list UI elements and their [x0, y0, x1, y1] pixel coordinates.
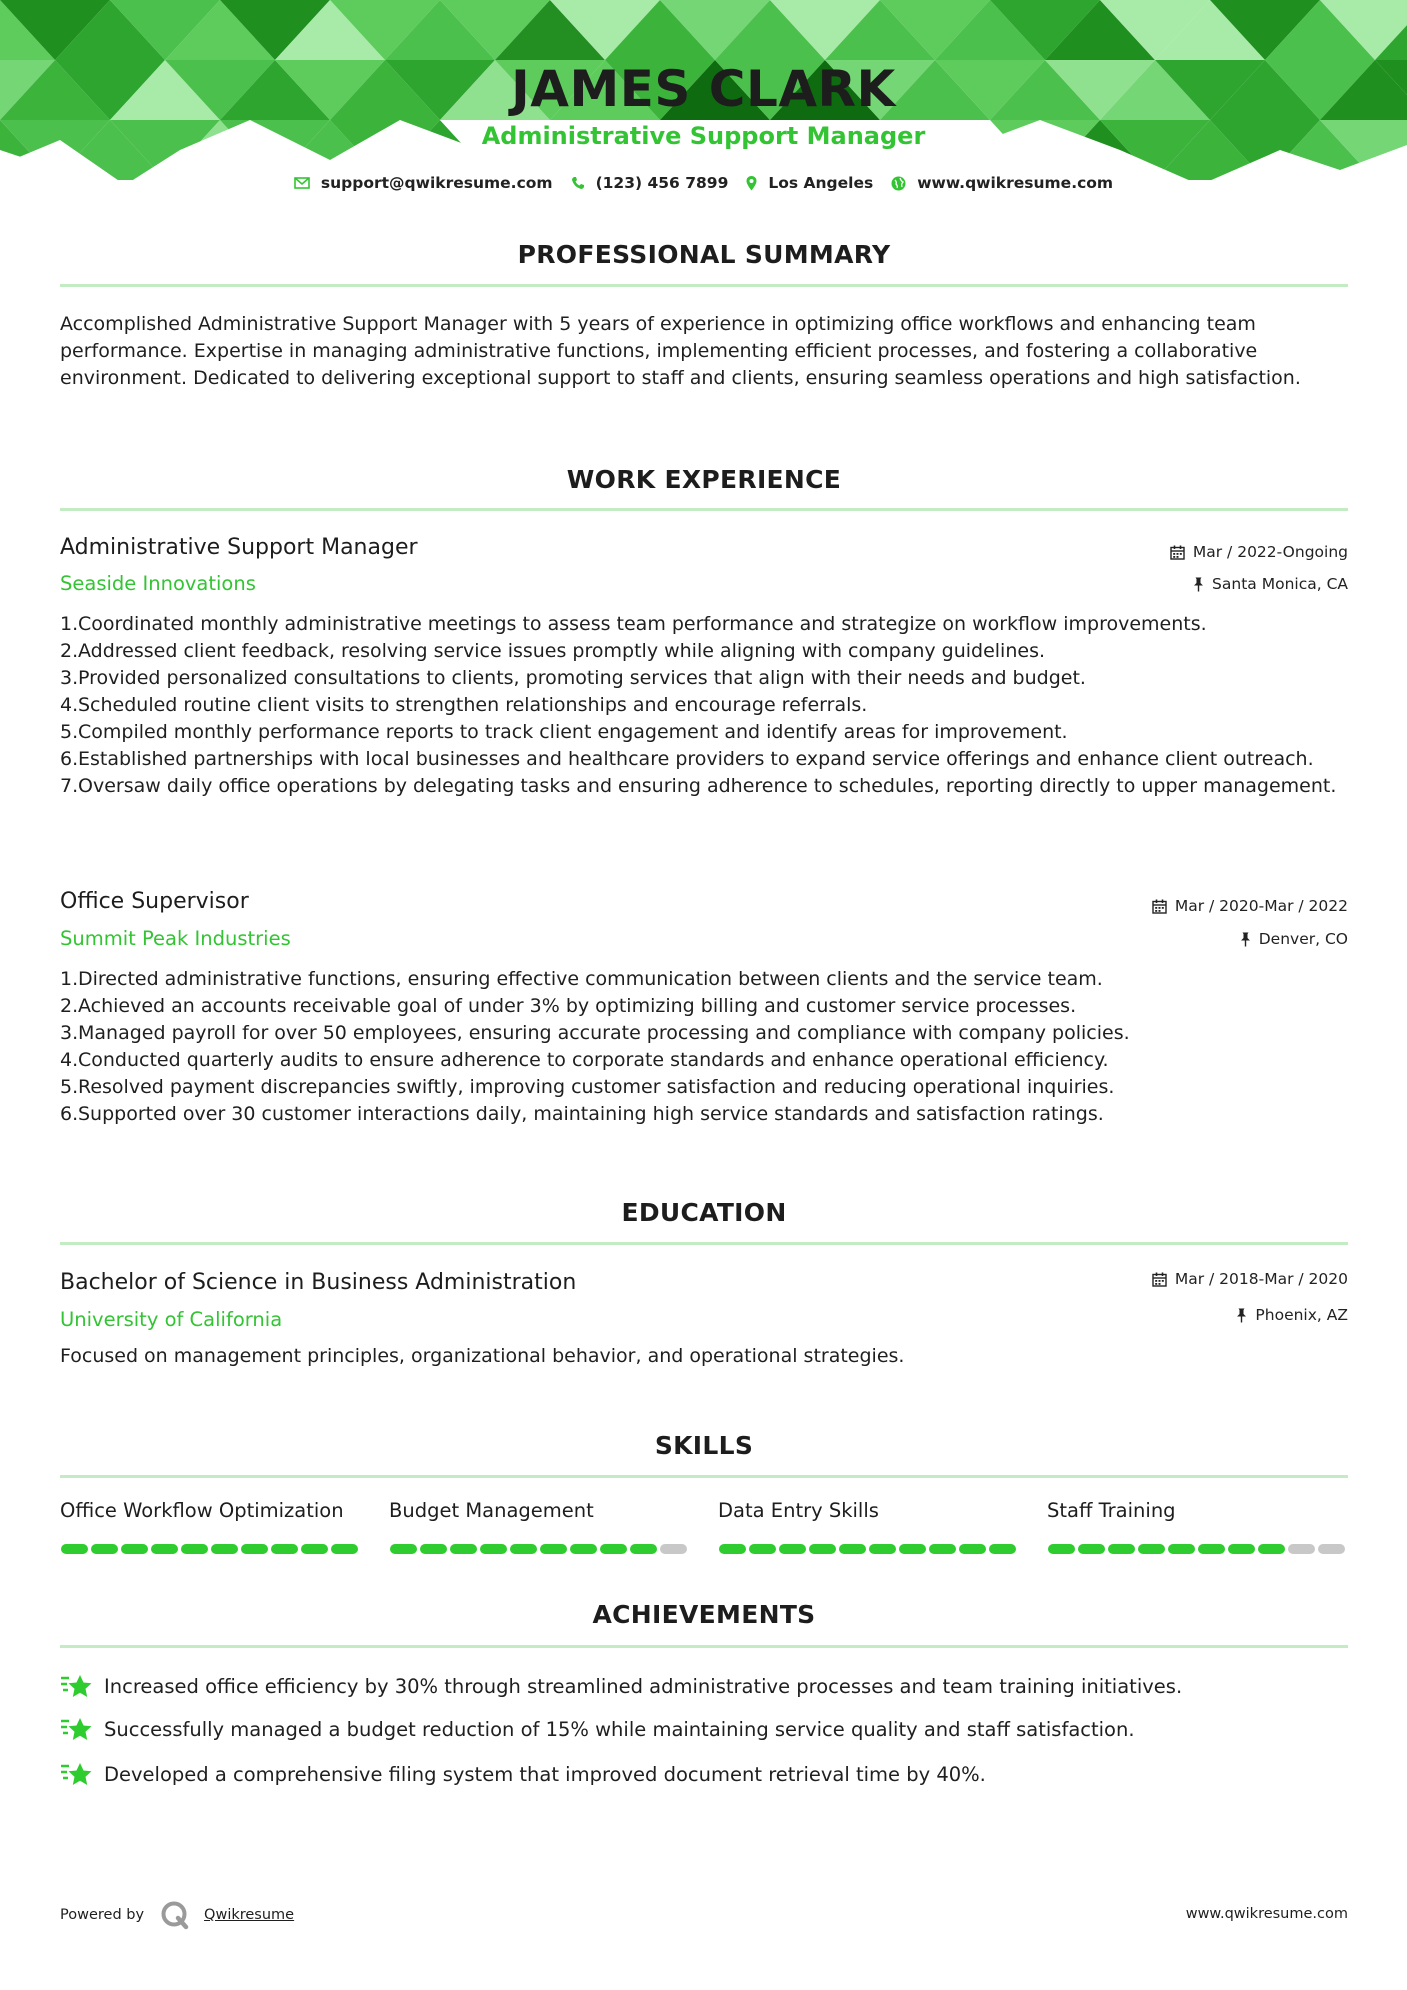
- bullet-text: Supported over 30 customer interactions daily, maintaining high service standards and satisfaction ratings.: [78, 1103, 1104, 1125]
- skill-segment-filled: [121, 1544, 148, 1554]
- bullet-number: 6.: [60, 1103, 79, 1125]
- skill-segment-filled: [749, 1544, 776, 1554]
- skill-segment-filled: [929, 1544, 956, 1554]
- skill-segment-filled: [151, 1544, 178, 1554]
- skill-segment-filled: [420, 1544, 447, 1554]
- bullet-text: Scheduled routine client visits to strengthen relationships and encourage referrals.: [78, 694, 868, 716]
- job-title: Office Supervisor: [60, 889, 249, 914]
- bullet-item: [60, 1074, 1350, 1101]
- bullet-item: [60, 773, 1350, 800]
- skill-item: [718, 1499, 1018, 1559]
- skills-divider: [60, 1475, 1348, 1478]
- job-bullets: [60, 966, 1350, 1128]
- skills-heading: SKILLS: [654, 1431, 754, 1460]
- skill-segment-filled: [869, 1544, 896, 1554]
- job-dates: [1170, 543, 1348, 561]
- skill-segment-filled: [1258, 1544, 1285, 1554]
- bullet-number: 5.: [60, 721, 79, 743]
- footer-powered-by: [60, 1900, 294, 1930]
- globe-icon: [891, 176, 906, 191]
- job-bullets: [60, 611, 1350, 800]
- pushpin-icon: [1236, 1308, 1247, 1323]
- job-title: Administrative Support Manager: [60, 535, 418, 560]
- job-company: Seaside Innovations: [60, 572, 256, 595]
- bullet-number: 2.: [60, 640, 79, 662]
- job-dates-text: Mar / 2022-Ongoing: [1192, 543, 1348, 561]
- skill-name: Data Entry Skills: [718, 1499, 879, 1522]
- bullet-item: [60, 746, 1350, 773]
- bullet-text: Achieved an accounts receivable goal of under 3% by optimizing billing and customer service processes.: [78, 995, 1077, 1017]
- education-description: Focused on management principles, organizational behavior, and operational strategies.: [60, 1345, 905, 1367]
- achievement-item: [60, 1760, 986, 1788]
- skill-segment-filled: [1168, 1544, 1195, 1554]
- bullet-number: 3.: [60, 667, 79, 689]
- skill-segment-filled: [181, 1544, 208, 1554]
- qwikresume-logo-icon: [160, 1900, 190, 1930]
- skill-segment-filled: [600, 1544, 627, 1554]
- bullet-text: Oversaw daily office operations by delegating tasks and ensuring adherence to schedules, reporting directly to upper management.: [78, 775, 1337, 797]
- skill-level-bar: [60, 1543, 360, 1555]
- job-dates: [1152, 897, 1348, 915]
- skill-segment-filled: [510, 1544, 537, 1554]
- bullet-item: [60, 719, 1350, 746]
- skill-item: [389, 1499, 689, 1559]
- contact-location: [746, 174, 873, 192]
- education-dates: [1152, 1270, 1348, 1288]
- achievement-item: [60, 1715, 1135, 1743]
- skill-name: Budget Management: [389, 1499, 594, 1522]
- contact-website[interactable]: [891, 174, 1113, 192]
- bullet-text: Managed payroll for over 50 employees, ensuring accurate processing and compliance with company policies.: [78, 1022, 1130, 1044]
- contact-phone[interactable]: [571, 174, 729, 192]
- pushpin-icon: [1193, 577, 1204, 592]
- achievements-heading: ACHIEVEMENTS: [592, 1600, 816, 1629]
- skill-name: Staff Training: [1047, 1499, 1176, 1522]
- summary-text: Accomplished Administrative Support Manager with 5 years of experience in optimizing office workflows and enhancing team performance. Expertise in managing administrative functions, implementing efficient processes, and fostering a collaborative environment. Dedicated to delivering exceptional support to staff and clients, ensuring seamless operations and high satisfaction.: [60, 313, 1301, 389]
- qwikresume-link[interactable]: Qwikresume: [204, 1907, 295, 1923]
- skill-segment-filled: [1048, 1544, 1075, 1554]
- skill-segment-filled: [241, 1544, 268, 1554]
- skill-level-bar: [718, 1543, 1018, 1555]
- job-location: [1240, 930, 1348, 948]
- contact-email[interactable]: [294, 174, 553, 192]
- bullet-item: [60, 993, 1350, 1020]
- experience-divider: [60, 508, 1348, 511]
- job-company: Summit Peak Industries: [60, 927, 291, 950]
- skill-segment-filled: [1228, 1544, 1255, 1554]
- education-location-text: Phoenix, AZ: [1255, 1306, 1348, 1324]
- skill-level-bar: [1047, 1543, 1347, 1555]
- bullet-number: 2.: [60, 995, 79, 1017]
- calendar-icon: [1152, 899, 1167, 914]
- bullet-text: Coordinated monthly administrative meetings to assess team performance and strategize on workflow improvements.: [78, 613, 1207, 635]
- skill-segment-filled: [61, 1544, 88, 1554]
- skill-segment-empty: [1318, 1544, 1345, 1554]
- envelope-icon: [294, 177, 310, 189]
- bullet-text: Addressed client feedback, resolving service issues promptly while aligning with company guidelines.: [78, 640, 1046, 662]
- skill-segment-filled: [91, 1544, 118, 1554]
- skill-segment-filled: [211, 1544, 238, 1554]
- bullet-item: [60, 1047, 1350, 1074]
- calendar-icon: [1152, 1272, 1167, 1287]
- bullet-number: 1.: [60, 968, 79, 990]
- bullet-item: [60, 665, 1350, 692]
- bullet-number: 4.: [60, 1049, 79, 1071]
- skill-segment-filled: [1078, 1544, 1105, 1554]
- bullet-number: 7.: [60, 775, 79, 797]
- bullet-number: 1.: [60, 613, 79, 635]
- skill-segment-filled: [839, 1544, 866, 1554]
- skill-segment-filled: [959, 1544, 986, 1554]
- experience-heading: WORK EXPERIENCE: [566, 465, 842, 494]
- star-icon: [60, 1672, 94, 1700]
- star-icon: [60, 1760, 94, 1788]
- bullet-item: [60, 1101, 1350, 1128]
- bullet-item: [60, 966, 1350, 993]
- skill-segment-filled: [1198, 1544, 1225, 1554]
- education-divider: [60, 1242, 1348, 1245]
- skill-segment-filled: [540, 1544, 567, 1554]
- powered-by-label: Powered by: [60, 1907, 145, 1923]
- pushpin-icon: [1240, 932, 1251, 947]
- education-location: [1236, 1306, 1348, 1324]
- skill-segment-filled: [630, 1544, 657, 1554]
- achievement-text: Successfully managed a budget reduction of 15% while maintaining service quality and staff satisfaction.: [104, 1717, 1135, 1741]
- skill-segment-filled: [301, 1544, 328, 1554]
- summary-heading: PROFESSIONAL SUMMARY: [517, 240, 891, 269]
- skill-segment-filled: [570, 1544, 597, 1554]
- bullet-item: [60, 1020, 1350, 1047]
- skill-segment-filled: [1138, 1544, 1165, 1554]
- skill-segment-filled: [899, 1544, 926, 1554]
- skill-segment-filled: [809, 1544, 836, 1554]
- star-icon: [60, 1715, 94, 1743]
- skill-segment-empty: [660, 1544, 687, 1554]
- bullet-item: [60, 692, 1350, 719]
- candidate-name: JAMES CLARK: [511, 60, 896, 118]
- bullet-text: Resolved payment discrepancies swiftly, improving customer satisfaction and reducing operational inquiries.: [78, 1076, 1115, 1098]
- calendar-icon: [1170, 545, 1185, 560]
- map-pin-icon: [746, 176, 757, 191]
- bullet-item: [60, 611, 1350, 638]
- bullet-number: 3.: [60, 1022, 79, 1044]
- job-dates-text: Mar / 2020-Mar / 2022: [1174, 897, 1348, 915]
- skill-segment-filled: [331, 1544, 358, 1554]
- education-dates-text: Mar / 2018-Mar / 2020: [1174, 1270, 1348, 1288]
- school-name: University of California: [60, 1308, 283, 1331]
- phone-icon: [571, 176, 585, 190]
- bullet-text: Established partnerships with local businesses and healthcare providers to expand service offerings and enhance client outreach.: [78, 748, 1314, 770]
- bullet-text: Provided personalized consultations to clients, promoting services that align with their needs and budget.: [78, 667, 1086, 689]
- phone-text: (123) 456 7899: [595, 174, 729, 192]
- skill-level-bar: [389, 1543, 689, 1555]
- bullet-text: Directed administrative functions, ensuring effective communication between clients and the service team.: [78, 968, 1103, 990]
- job-location-text: Santa Monica, CA: [1212, 575, 1348, 593]
- skill-segment-filled: [450, 1544, 477, 1554]
- degree-title: Bachelor of Science in Business Administration: [60, 1270, 577, 1295]
- skill-segment-filled: [480, 1544, 507, 1554]
- footer-website[interactable]: www.qwikresume.com: [1185, 1906, 1348, 1922]
- skill-item: [1047, 1499, 1347, 1559]
- location-text: Los Angeles: [768, 174, 874, 192]
- website-text: www.qwikresume.com: [917, 174, 1114, 192]
- job-location: [1193, 575, 1348, 593]
- skill-segment-filled: [1108, 1544, 1135, 1554]
- achievement-item: [60, 1672, 1182, 1700]
- achievements-divider: [60, 1645, 1348, 1648]
- education-heading: EDUCATION: [621, 1198, 787, 1227]
- skill-segment-filled: [719, 1544, 746, 1554]
- summary-divider: [60, 284, 1348, 287]
- bullet-number: 5.: [60, 1076, 79, 1098]
- skill-segment-filled: [989, 1544, 1016, 1554]
- bullet-text: Compiled monthly performance reports to track client engagement and identify areas for improvement.: [78, 721, 1068, 743]
- email-text: support@qwikresume.com: [320, 174, 553, 192]
- bullet-number: 6.: [60, 748, 79, 770]
- skill-name: Office Workflow Optimization: [60, 1499, 344, 1522]
- bullet-item: [60, 638, 1350, 665]
- candidate-role: Administrative Support Manager: [481, 122, 926, 150]
- achievement-text: Increased office efficiency by 30% through streamlined administrative processes and team training initiatives.: [104, 1674, 1183, 1698]
- bullet-number: 4.: [60, 694, 79, 716]
- achievement-text: Developed a comprehensive filing system that improved document retrieval time by 40%.: [104, 1762, 986, 1786]
- skill-item: [60, 1499, 360, 1559]
- skill-segment-filled: [779, 1544, 806, 1554]
- skill-segment-filled: [271, 1544, 298, 1554]
- bullet-text: Conducted quarterly audits to ensure adherence to corporate standards and enhance operational efficiency.: [78, 1049, 1109, 1071]
- job-location-text: Denver, CO: [1258, 930, 1348, 948]
- skill-segment-filled: [390, 1544, 417, 1554]
- contact-bar: [0, 174, 1407, 192]
- skill-segment-empty: [1288, 1544, 1315, 1554]
